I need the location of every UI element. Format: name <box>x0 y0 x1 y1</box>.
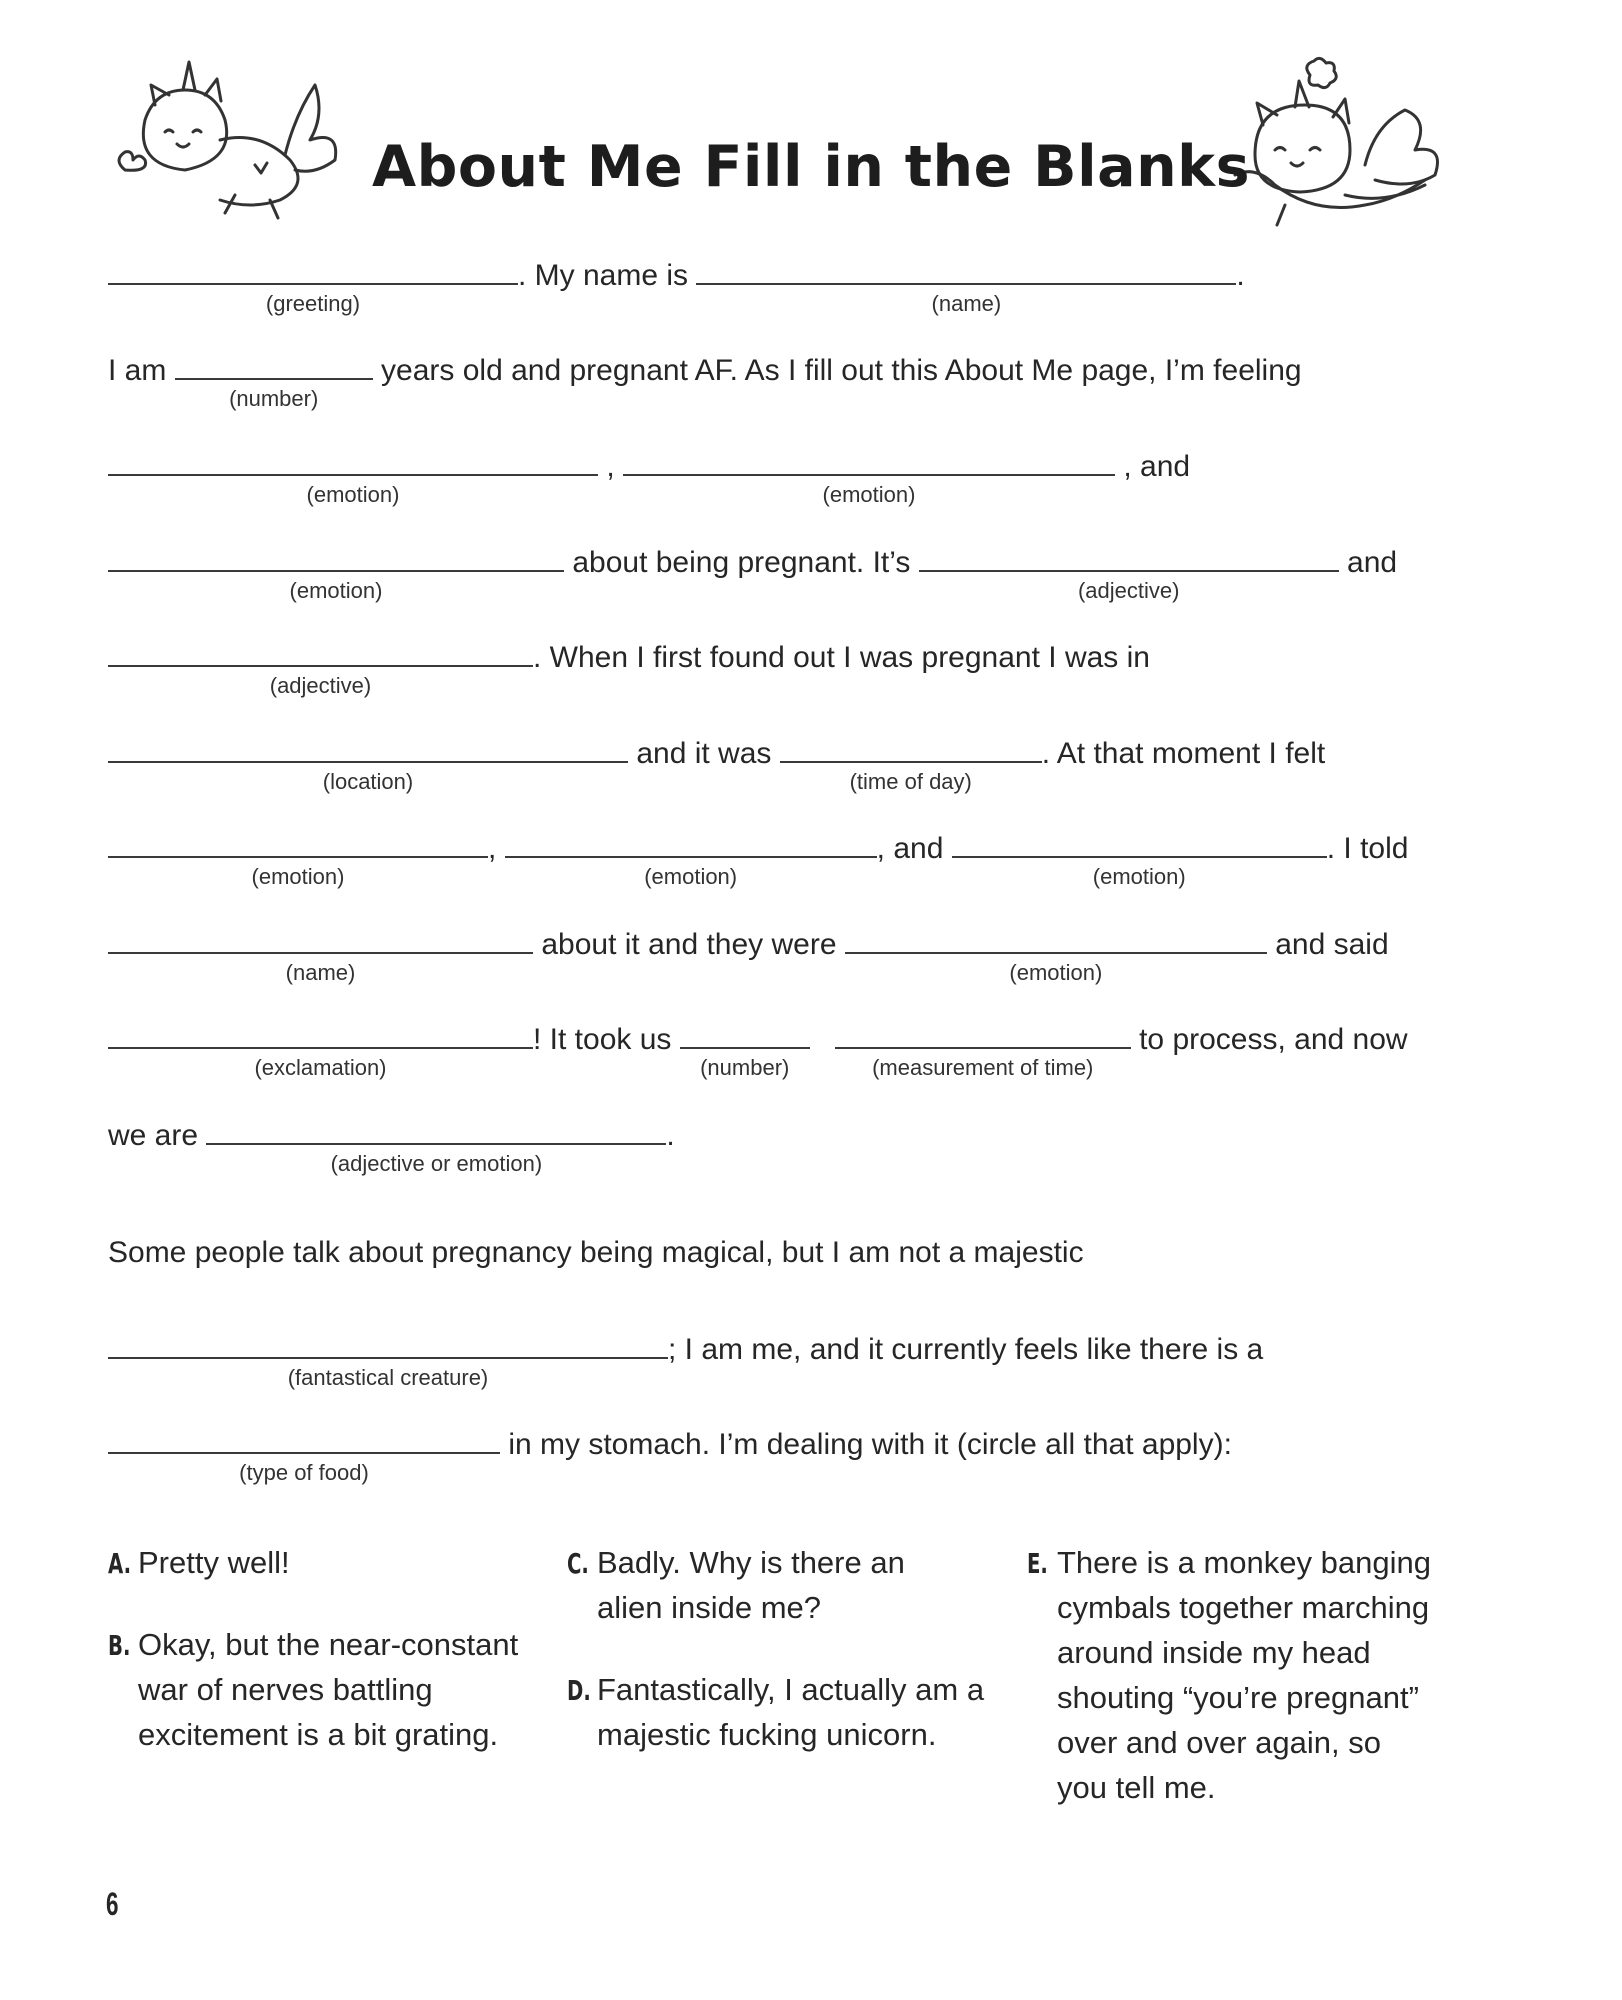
form-line <box>108 1019 1408 1080</box>
form-line <box>108 255 1245 316</box>
form-line <box>108 1233 1084 1273</box>
form-text: I am <box>108 354 175 387</box>
blank-field[interactable] <box>623 446 1115 507</box>
form-line <box>108 828 1409 889</box>
form-text: . <box>1236 259 1245 292</box>
option-letter: B. <box>108 1629 131 1662</box>
blank-hint-label: (emotion) <box>822 482 916 507</box>
option-letter: A. <box>108 1547 132 1580</box>
form-text: . When I first found out I was pregnant I was in <box>533 641 1150 674</box>
option-letter: D. <box>567 1674 591 1707</box>
blank-hint-label: (adjective or emotion) <box>330 1151 543 1176</box>
blank-hint-label: (time of day) <box>849 769 972 794</box>
blank-field[interactable] <box>845 924 1267 985</box>
blank-field[interactable] <box>108 1019 533 1080</box>
form-line <box>108 542 1398 603</box>
blank-hint-label: (fantastical creature) <box>287 1365 489 1390</box>
option-c[interactable] <box>567 1540 967 1630</box>
blank-hint-label: (emotion) <box>289 578 383 603</box>
option-text: Pretty well! <box>138 1545 290 1580</box>
blank-field[interactable] <box>108 446 598 507</box>
form-text: , <box>598 450 624 483</box>
option-text: Fantastically, I actually am a majestic fucking unicorn. <box>597 1672 985 1752</box>
option-a[interactable] <box>108 1540 528 1586</box>
blank-field[interactable] <box>108 542 564 603</box>
form-line <box>108 350 1302 411</box>
blank-field[interactable] <box>780 733 1042 794</box>
blank-field[interactable] <box>175 350 373 411</box>
blank-field[interactable] <box>108 637 533 698</box>
blank-field[interactable] <box>505 828 877 889</box>
blank-hint-label: (number) <box>700 1055 790 1080</box>
form-line <box>108 1329 1264 1390</box>
form-text: about being pregnant. It’s <box>564 546 919 579</box>
option-letter: E. <box>1027 1547 1048 1580</box>
form-text: we are <box>108 1119 207 1152</box>
blank-hint-label: (name) <box>285 960 356 985</box>
blank-hint-label: (emotion) <box>306 482 400 507</box>
blank-field[interactable] <box>835 1019 1131 1080</box>
blank-hint-label: (emotion) <box>1009 960 1103 985</box>
page-number: 6 <box>106 1886 119 1922</box>
form-text: about it and they were <box>533 928 845 961</box>
form-line <box>108 446 1191 507</box>
page-title: About Me Fill in the Blanks <box>371 134 1251 201</box>
form-text: and said <box>1266 928 1389 961</box>
blank-field[interactable] <box>952 828 1327 889</box>
form-text: ; I am me, and it currently feels like there is a <box>668 1333 1264 1366</box>
blank-hint-label: (adjective) <box>1077 578 1180 603</box>
blank-hint-label: (greeting) <box>265 291 361 316</box>
blank-hint-label: (type of food) <box>239 1460 369 1485</box>
blank-hint-label: (exclamation) <box>254 1055 387 1080</box>
blank-field[interactable] <box>108 733 628 794</box>
form-line <box>108 637 1150 698</box>
option-e[interactable] <box>1027 1540 1437 1810</box>
blank-hint-label: (emotion) <box>644 864 738 889</box>
option-text: Okay, but the near-constant war of nerves battling excitement is a bit grating. <box>138 1627 519 1752</box>
blank-hint-label: (location) <box>322 769 414 794</box>
blank-field[interactable] <box>108 1329 668 1390</box>
blank-hint-label: (emotion) <box>251 864 345 889</box>
blank-hint-label: (adjective) <box>269 673 372 698</box>
blank-hint-label: (emotion) <box>1092 864 1186 889</box>
blank-field[interactable] <box>108 255 518 316</box>
option-text: Badly. Why is there an alien inside me? <box>597 1545 905 1625</box>
form-text: . At that moment I felt <box>1041 737 1326 770</box>
form-text <box>810 1023 835 1056</box>
form-text: years old and pregnant AF. As I fill out this About Me page, I’m feeling <box>372 354 1302 387</box>
form-text: ! It took us <box>533 1023 680 1056</box>
form-text: and <box>1338 546 1398 579</box>
form-text: , <box>488 832 505 865</box>
blank-hint-label: (name) <box>931 291 1002 316</box>
blank-field[interactable] <box>919 542 1339 603</box>
form-line <box>108 1424 1232 1485</box>
blank-field[interactable] <box>108 1424 500 1485</box>
form-text: . <box>666 1119 675 1152</box>
blank-field[interactable] <box>206 1115 666 1176</box>
form-text: and it was <box>628 737 780 770</box>
option-d[interactable] <box>567 1667 997 1757</box>
blank-hint-label: (number) <box>229 386 319 411</box>
blank-field[interactable] <box>108 924 533 985</box>
blank-field[interactable] <box>680 1019 810 1080</box>
form-text: . My name is <box>518 259 697 292</box>
form-line <box>108 733 1326 794</box>
form-text: Some people talk about pregnancy being magical, but I am not a majestic <box>108 1236 1084 1269</box>
blank-hint-label: (measurement of time) <box>872 1055 1094 1080</box>
form-text: , and <box>876 832 952 865</box>
option-b[interactable] <box>108 1622 538 1757</box>
option-letter: C. <box>567 1547 589 1580</box>
form-text: to process, and now <box>1130 1023 1408 1056</box>
blank-field[interactable] <box>108 828 488 889</box>
form-text: , and <box>1115 450 1191 483</box>
blank-field[interactable] <box>696 255 1236 316</box>
form-line <box>108 1115 675 1176</box>
form-line <box>108 924 1389 985</box>
form-text: . I told <box>1326 832 1409 865</box>
form-text: in my stomach. I’m dealing with it (circle all that apply): <box>500 1428 1232 1461</box>
option-text: There is a monkey banging cymbals together marching around inside my head shouting “you’re pregnant” over and over again, so you tell me. <box>1057 1545 1431 1805</box>
